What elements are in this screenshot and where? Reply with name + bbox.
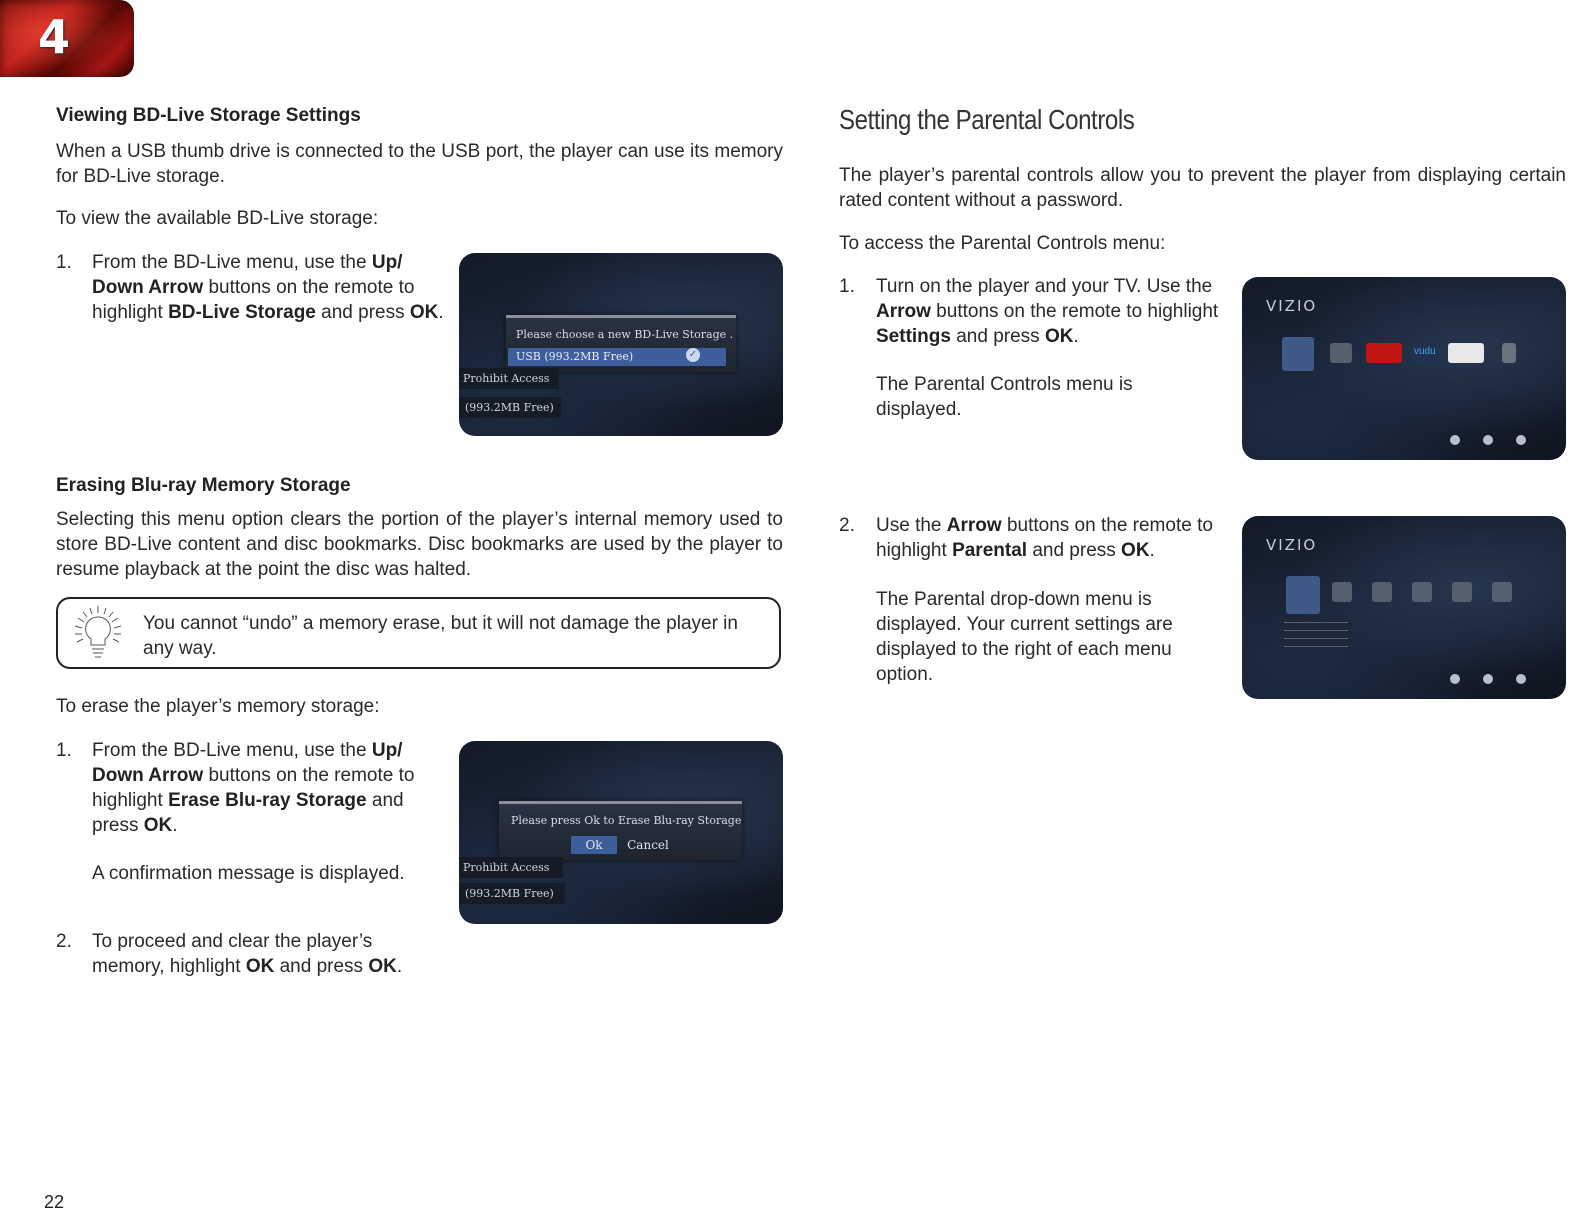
parental-dropdown bbox=[1280, 618, 1352, 650]
settings-option-tile bbox=[1372, 582, 1392, 602]
vudu-logo: vudu bbox=[1414, 346, 1436, 357]
home-menu-screenshot bbox=[1242, 277, 1566, 460]
remote-key-icon bbox=[1516, 435, 1526, 445]
bdlive-lead: To view the available BD-Live storage: bbox=[56, 208, 379, 229]
erase-lead: To erase the player’s memory storage: bbox=[56, 696, 380, 717]
checkmark-icon: ✓ bbox=[686, 348, 700, 362]
pandora-tile bbox=[1448, 343, 1484, 363]
free-space-item: (993.2MB Free) bbox=[459, 883, 565, 904]
bdlive-step1-number: 1. bbox=[56, 252, 72, 273]
vizio-logo: VIZIO bbox=[1266, 536, 1318, 554]
chapter-tab bbox=[0, 0, 134, 77]
prohibit-access-item: Prohibit Access bbox=[459, 368, 559, 389]
remote-key-icon bbox=[1483, 674, 1493, 684]
parental-intro: The player’s parental controls allow you to prevent the player from displaying certain rated content without a password. bbox=[839, 165, 1566, 211]
erase-step1-text: From the BD-Live menu, use the Up/ Down Arrow buttons on the remote to highlight Erase Blu-ray Storage and press OK. bbox=[92, 740, 415, 836]
settings-tile bbox=[1282, 337, 1314, 371]
settings-option-tile bbox=[1412, 582, 1432, 602]
settings-option-tile bbox=[1492, 582, 1512, 602]
page-number: 22 bbox=[44, 1192, 65, 1212]
parental-step1-text: Turn on the player and your TV. Use the Arrow buttons on the remote to highlight Settings and press OK. bbox=[876, 276, 1219, 347]
free-space-item: (993.2MB Free) bbox=[459, 397, 561, 418]
erase-dialog-title: Please press Ok to Erase Blu-ray Storage bbox=[511, 814, 742, 827]
chapter-number: 4 bbox=[38, 10, 71, 64]
bdlive-storage-screenshot bbox=[459, 253, 783, 436]
parental-step1-note: The Parental Controls menu is displayed. bbox=[876, 374, 1133, 420]
bdlive-heading: Viewing BD-Live Storage Settings bbox=[56, 105, 361, 126]
parental-step1-number: 1. bbox=[839, 276, 855, 297]
remote-key-icon bbox=[1450, 435, 1460, 445]
usb-option: USB (993.2MB Free) bbox=[508, 348, 726, 366]
erase-storage-screenshot bbox=[459, 741, 783, 924]
remote-key-icon bbox=[1516, 674, 1526, 684]
media-tile bbox=[1330, 343, 1352, 363]
erase-intro: Selecting this menu option clears the portion of the player’s internal memory used to store BD-Live content and disc bookmarks. Disc bookmarks are used by the player to resume playback at the point the disc was halted. bbox=[56, 509, 783, 580]
cancel-button: Cancel bbox=[627, 838, 669, 852]
erase-step1-number: 1. bbox=[56, 740, 72, 761]
erase-heading: Erasing Blu-ray Memory Storage bbox=[56, 475, 351, 496]
storage-dialog-title: Please choose a new BD-Live Storage . bbox=[516, 328, 734, 341]
erase-step2-number: 2. bbox=[56, 931, 72, 952]
vizio-logo: VIZIO bbox=[1266, 297, 1318, 315]
erase-dialog bbox=[499, 801, 742, 860]
more-tile bbox=[1502, 343, 1516, 363]
bdlive-intro: When a USB thumb drive is connected to the USB port, the player can use its memory for BD-Live storage. bbox=[56, 141, 783, 187]
prohibit-access-item: Prohibit Access bbox=[459, 857, 563, 878]
parental-step2-note: The Parental drop-down menu is displayed. Your current settings are displayed to the right of each menu option. bbox=[876, 589, 1173, 685]
erase-step1-note: A confirmation message is displayed. bbox=[92, 863, 405, 884]
settings-option-tile bbox=[1332, 582, 1352, 602]
parental-tile bbox=[1286, 576, 1320, 614]
bdlive-step1-text: From the BD-Live menu, use the Up/ Down Arrow buttons on the remote to highlight BD-Live Storage and press OK. bbox=[92, 252, 444, 323]
settings-menu-screenshot bbox=[1242, 516, 1566, 699]
remote-key-icon bbox=[1483, 435, 1493, 445]
parental-section-title: Setting the Parental Controls bbox=[839, 104, 1135, 135]
netflix-tile bbox=[1366, 343, 1402, 363]
remote-key-icon bbox=[1450, 674, 1460, 684]
parental-step2-text: Use the Arrow buttons on the remote to highlight Parental and press OK. bbox=[876, 515, 1213, 561]
vudu-tile bbox=[1412, 343, 1438, 363]
parental-step2-number: 2. bbox=[839, 515, 855, 536]
lightbulb-icon bbox=[68, 605, 128, 663]
parental-lead: To access the Parental Controls menu: bbox=[839, 233, 1166, 254]
storage-dialog bbox=[506, 315, 736, 372]
erase-step2-text: To proceed and clear the player’s memory, highlight OK and press OK. bbox=[92, 931, 403, 977]
tip-box bbox=[56, 597, 781, 669]
ok-button: Ok bbox=[571, 836, 617, 854]
settings-option-tile bbox=[1452, 582, 1472, 602]
tip-text: You cannot “undo” a memory erase, but it will not damage the player in any way. bbox=[143, 613, 738, 659]
